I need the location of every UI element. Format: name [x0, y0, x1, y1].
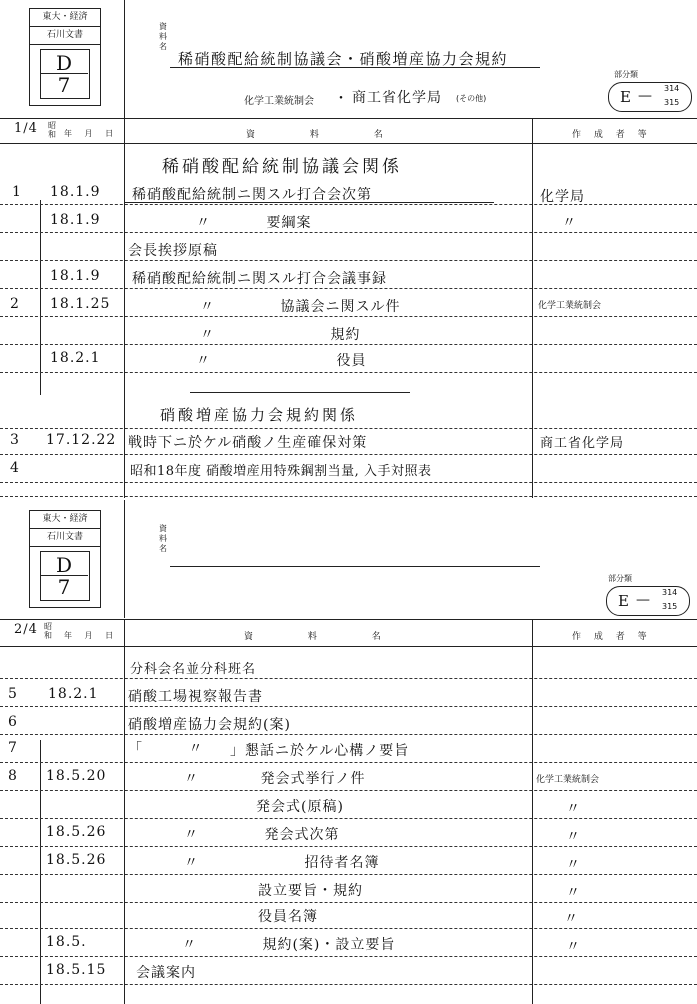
stamp-org: 東大・経済 — [30, 9, 100, 27]
class-num-1: 314 — [662, 588, 678, 597]
col-title: 資 料 名 — [246, 130, 409, 140]
subtitle-dept: 商工省化学局 — [352, 90, 442, 106]
document-title: 稀硝酸配給統制協議会・硝酸増産協力会規約 — [178, 50, 509, 68]
class-letter: E — [620, 88, 632, 106]
stamp-org: 東大・経済 — [30, 511, 100, 529]
class-num-2: 315 — [664, 98, 680, 107]
class-letter: E — [618, 592, 630, 610]
class-dash: — — [636, 592, 651, 608]
subtitle-sep: ・ — [334, 91, 349, 107]
col-date: 年 月 日 — [64, 129, 119, 138]
archive-stamp — [29, 8, 101, 106]
page-number-2: 2/4 — [14, 622, 38, 637]
class-num-2: 315 — [662, 602, 678, 611]
class-label-2: 部分類 — [608, 574, 632, 583]
archive-stamp-2 — [29, 510, 101, 608]
shiryo-label: 資 料 名 — [159, 22, 167, 51]
stamp-collection: 石川文書 — [30, 27, 100, 45]
col-author: 作 成 者 等 — [572, 130, 652, 140]
section-heading-2: 硝酸増産協力会規約関係 — [160, 406, 359, 424]
stamp-code-letter: D — [55, 51, 73, 75]
col-era: 昭和 — [48, 121, 56, 139]
col-date: 年 月 日 — [64, 631, 119, 640]
class-dash: — — [638, 88, 653, 104]
col-title: 資 料 名 — [244, 632, 407, 642]
shiryo-label-2: 資 料 名 — [159, 524, 167, 553]
section-heading-1: 稀硝酸配給統制協議会関係 — [162, 157, 402, 177]
stamp-code-number: 7 — [57, 575, 71, 599]
stamp-code-number: 7 — [57, 73, 71, 97]
stamp-code-letter: D — [55, 553, 73, 577]
col-author: 作 成 者 等 — [572, 632, 652, 642]
class-num-1: 314 — [664, 84, 680, 93]
subtitle-org: 化学工業統制会 — [244, 96, 314, 107]
page-number: 1/4 — [14, 121, 38, 136]
col-era: 昭和 — [44, 622, 52, 640]
subtitle-note: (その他) — [456, 94, 487, 103]
class-label: 部分類 — [614, 70, 638, 79]
stamp-collection: 石川文書 — [30, 529, 100, 547]
